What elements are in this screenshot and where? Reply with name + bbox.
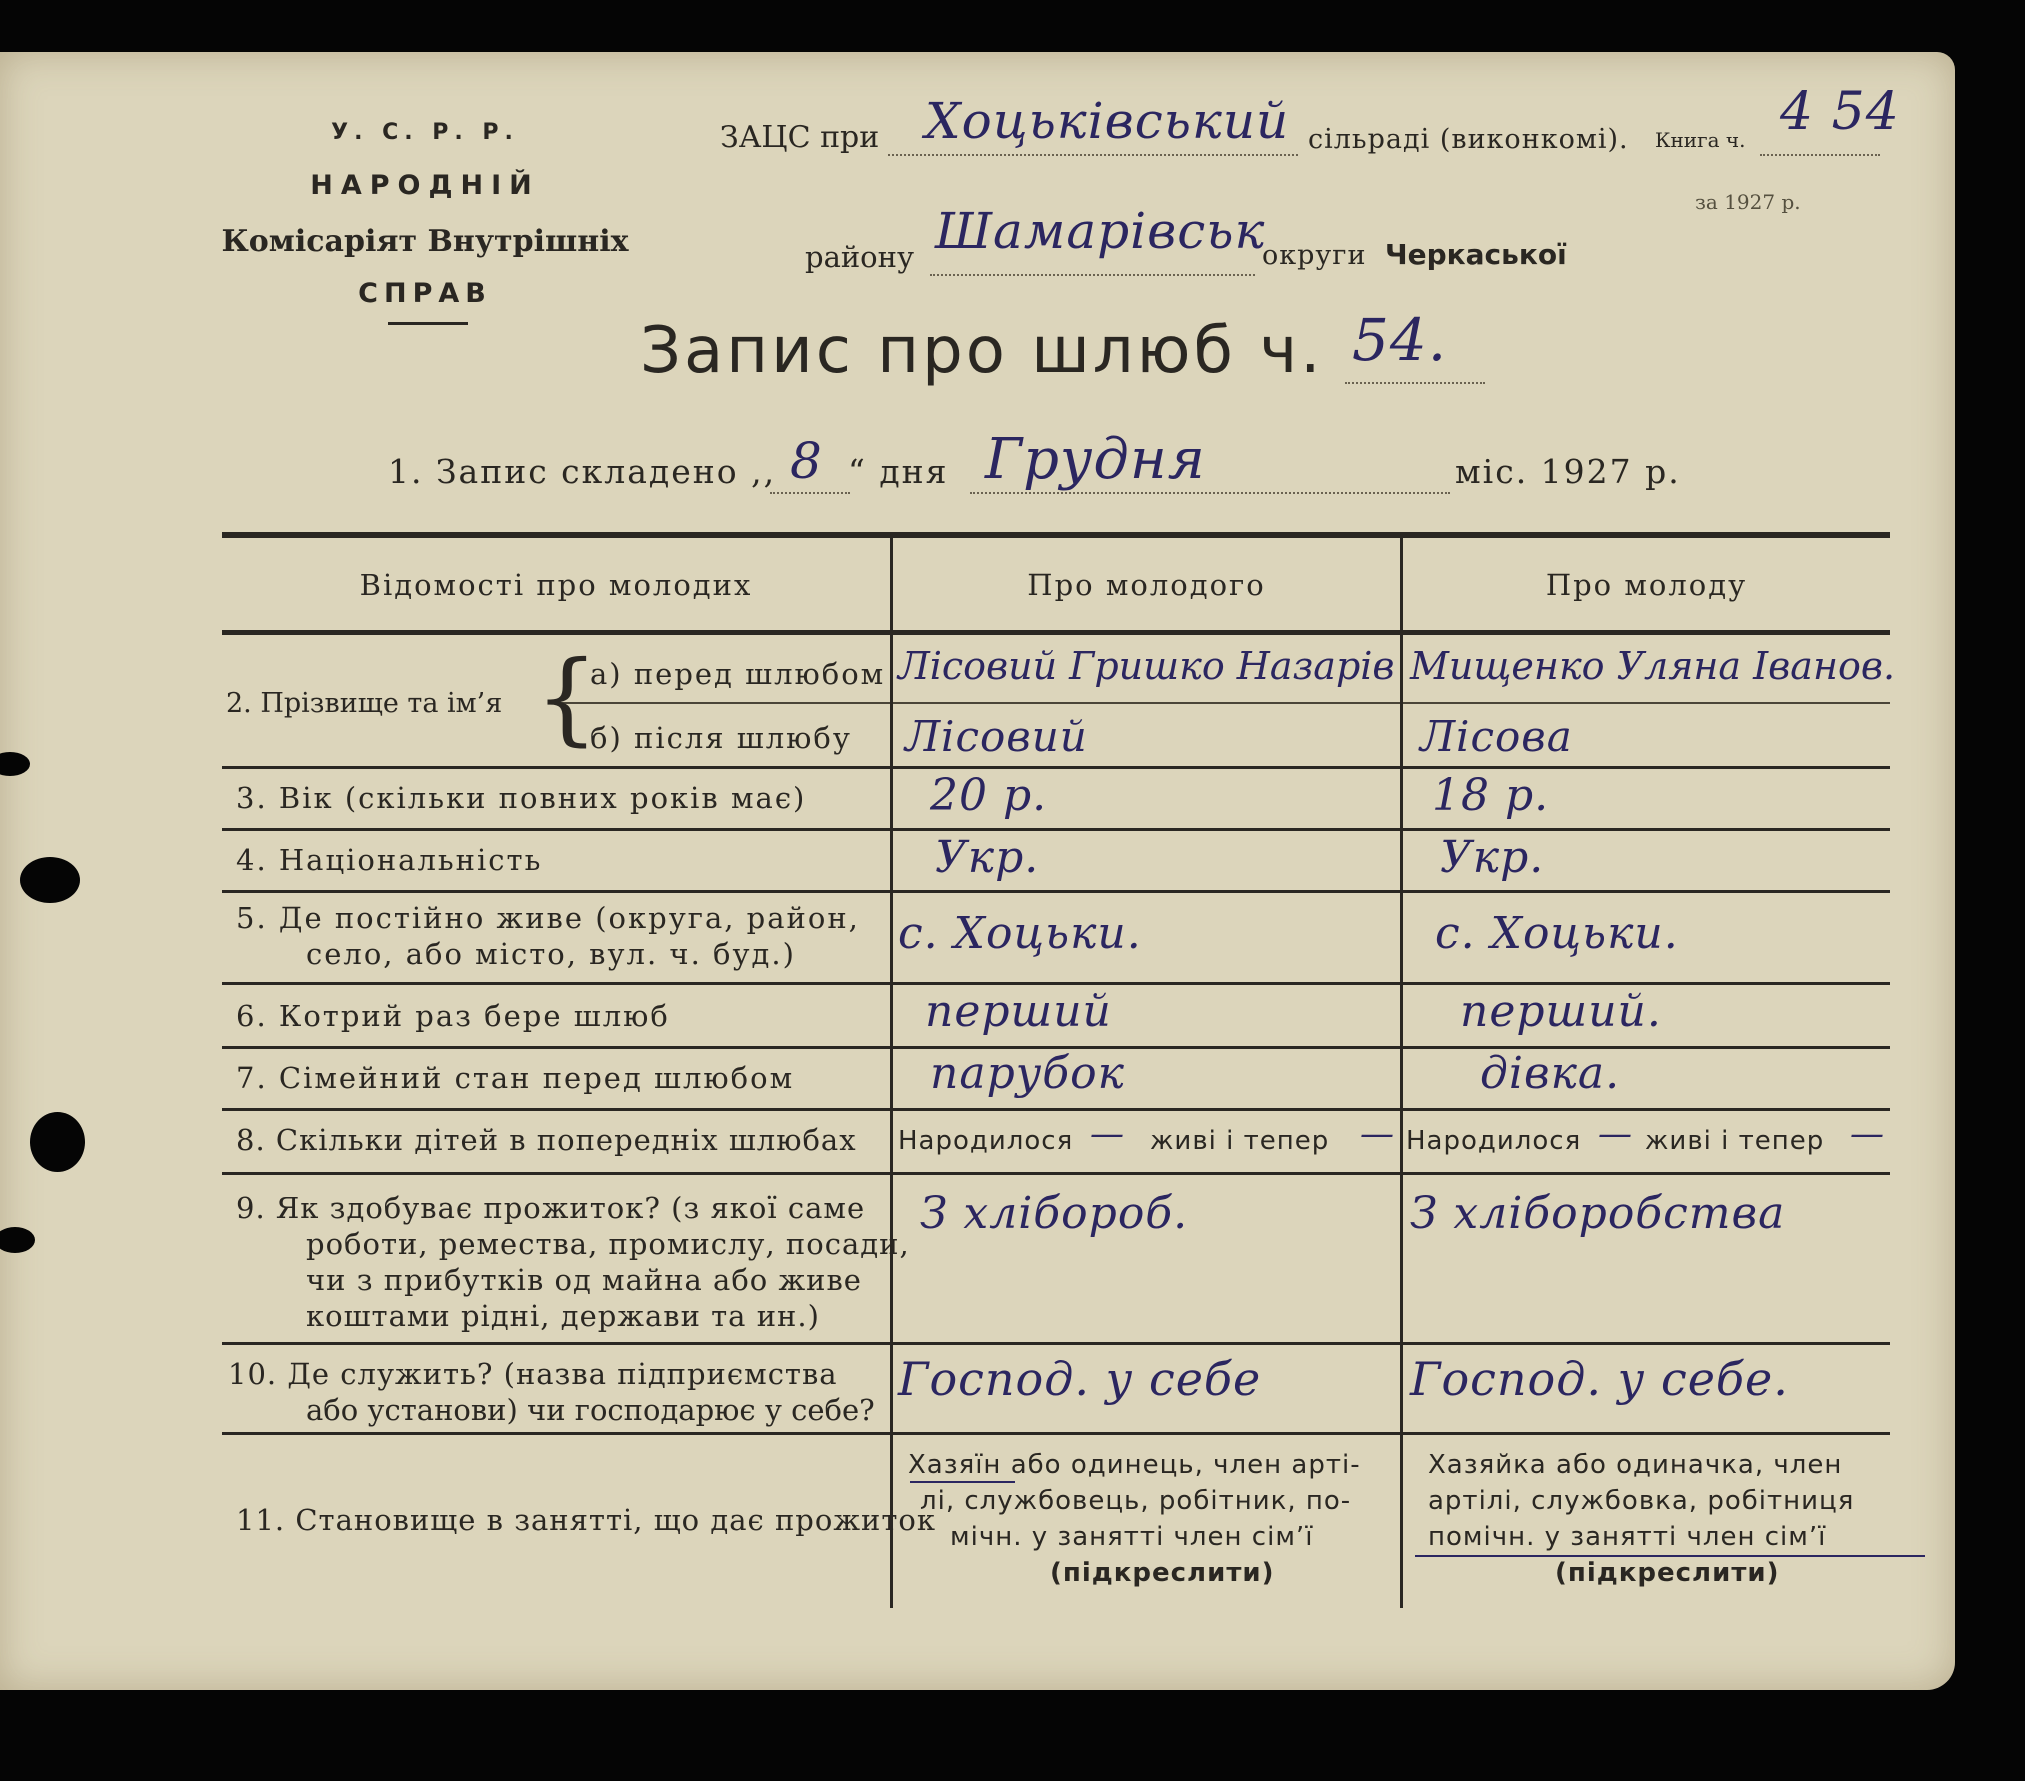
marital-status-label: 7. Сімейний стан перед шлюбом (236, 1061, 795, 1095)
district-fill-line (930, 274, 1255, 276)
bride-age: 18 р. (1432, 770, 1550, 821)
nationality-label: 4. Національність (236, 843, 543, 877)
row-divider (222, 1342, 1890, 1345)
bride-alive-value: — (1850, 1114, 1885, 1154)
column-divider (1400, 538, 1403, 1608)
bride-marriage-count: перший. (1460, 986, 1662, 1037)
residence-label-1: 5. Де постійно живе (округа, район, (236, 901, 860, 935)
row-divider (222, 1172, 1890, 1175)
groom-residence: с. Хоцьки. (898, 908, 1142, 959)
bride-nationality: Укр. (1440, 832, 1545, 883)
livelihood-label-4: коштами рідні, держави та ин.) (306, 1299, 820, 1333)
bride-name-before: Мищенко Уляна Іванов. (1410, 644, 1896, 688)
row-divider (222, 982, 1890, 985)
row-divider (222, 1432, 1890, 1435)
groom-born-label: Народилося (898, 1126, 1074, 1156)
bride-born-value: — (1598, 1114, 1633, 1154)
groom-marital-status: парубок (930, 1048, 1125, 1099)
book-label: Книга ч. (1655, 128, 1746, 152)
bride-work-place: Господ. у себе. (1410, 1352, 1789, 1406)
header-bride: Про молоду (1545, 568, 1748, 602)
row-divider (222, 828, 1890, 831)
groom-nationality: Укр. (935, 832, 1040, 883)
record-date-prefix: 1. Запис складено ,, (388, 452, 777, 491)
groom-name-after: Лісовий (905, 712, 1088, 761)
bride-residence: с. Хоцьки. (1435, 908, 1679, 959)
age-label: 3. Вік (скільки повних років має) (236, 781, 807, 815)
bride-born-label: Народилося (1406, 1126, 1582, 1156)
bride-livelihood: З хліборобства (1410, 1188, 1786, 1239)
bride-position-underline (1415, 1555, 1925, 1557)
district-label: району (805, 240, 915, 274)
record-number: 54. (1352, 306, 1448, 374)
record-day: 8 (790, 432, 823, 490)
punch-hole (0, 752, 30, 776)
name-label: 2. Прізвище та ім’я (226, 688, 503, 719)
punch-hole (0, 1227, 35, 1253)
groom-position-note: (підкреслити) (1050, 1558, 1275, 1588)
header-bottom-border (222, 630, 1890, 635)
year-label: за 1927 р. (1695, 190, 1801, 214)
groom-work-place: Господ. у себе (898, 1352, 1262, 1406)
groom-alive-label: живі і тепер (1150, 1126, 1330, 1156)
ministry-line-2: Комісаріят Внутрішніх (221, 224, 629, 259)
column-divider (890, 538, 893, 1608)
marriage-count-label: 6. Котрий раз бере шлюб (236, 999, 670, 1033)
punch-hole (30, 1112, 85, 1172)
ministry-line-1: НАРОДНІЙ (310, 170, 540, 201)
livelihood-label-3: чи з прибутків од майна або живе (306, 1263, 862, 1297)
groom-position-underline (910, 1481, 1015, 1483)
title-fill-line (1345, 382, 1485, 384)
zags-fill-line (888, 154, 1298, 156)
book-number: 4 54 (1780, 82, 1900, 142)
ministry-line-3: СПРАВ (358, 278, 492, 309)
groom-age: 20 р. (930, 770, 1048, 821)
header-groom: Про молодого (1027, 568, 1266, 602)
position-label: 11. Становище в занятті, що дає прожиток (236, 1503, 936, 1537)
bride-position-line-1: Хазяйка або одиначка, член (1428, 1450, 1843, 1480)
groom-alive-value: — (1360, 1114, 1395, 1154)
work-place-label-2: або установи) чи господарює у себе? (306, 1393, 875, 1427)
record-date-mid: “ дня (848, 452, 949, 491)
livelihood-label-2: роботи, ремества, промислу, посади, (306, 1227, 910, 1261)
groom-livelihood: З хлібороб. (920, 1188, 1189, 1239)
ussr-label: У. С. Р. Р. (331, 120, 519, 145)
row-divider (222, 766, 1890, 769)
bride-position-line-2: артілі, службовка, робітниця (1428, 1486, 1855, 1516)
district-value: Шамарівськ (935, 202, 1266, 260)
book-fill-line (1760, 154, 1880, 156)
groom-position-line-3: мічн. у занятті член сім’ї (950, 1522, 1314, 1552)
name-sub-b: б) після шлюбу (590, 721, 852, 755)
day-fill-line (770, 492, 850, 494)
month-fill-line (970, 492, 1450, 494)
bride-marital-status: дівка. (1480, 1048, 1621, 1099)
table-top-border (222, 532, 1890, 538)
zags-prefix: ЗАЦС при (720, 120, 880, 155)
work-place-label-1: 10. Де служить? (назва підприємства (228, 1357, 838, 1391)
name-brace: { (535, 639, 599, 756)
header-info: Відомості про молодих (359, 568, 753, 602)
zags-suffix: сільраді (виконкомі). (1308, 124, 1629, 155)
livelihood-label-1: 9. Як здобуває прожиток? (з якої саме (236, 1191, 866, 1225)
page-title: Запис про шлюб ч. (640, 314, 1324, 388)
groom-born-value: — (1090, 1114, 1125, 1154)
okrug-label: округи (1262, 240, 1367, 271)
header-underline (388, 322, 468, 325)
bride-position-line-3: помічн. у занятті член сім’ї (1428, 1522, 1827, 1552)
okrug-value: Черкаської (1385, 238, 1567, 271)
groom-name-before: Лісовий Гришко Назарів (898, 644, 1395, 688)
punch-hole (20, 857, 80, 903)
groom-position-line-2: лі, службовець, робітник, по- (920, 1486, 1352, 1516)
record-month: Грудня (985, 427, 1206, 492)
bride-name-after: Лісова (1420, 712, 1573, 761)
row-divider (560, 702, 1890, 704)
row-divider (222, 1108, 1890, 1111)
document-sheet (0, 52, 1955, 1690)
groom-marriage-count: перший (925, 986, 1112, 1037)
name-sub-a: а) перед шлюбом (590, 657, 886, 691)
children-label: 8. Скільки дітей в попередніх шлюбах (236, 1123, 857, 1157)
record-date-suffix: міс. 1927 р. (1455, 452, 1681, 491)
zags-value: Хоцьківський (925, 92, 1290, 150)
row-divider (222, 890, 1890, 893)
bride-alive-label: живі і тепер (1645, 1126, 1825, 1156)
bride-position-note: (підкреслити) (1555, 1558, 1780, 1588)
groom-position-line-1: Хазяїн або одинець, член арті- (908, 1450, 1361, 1480)
residence-label-2: село, або місто, вул. ч. буд.) (306, 937, 796, 971)
